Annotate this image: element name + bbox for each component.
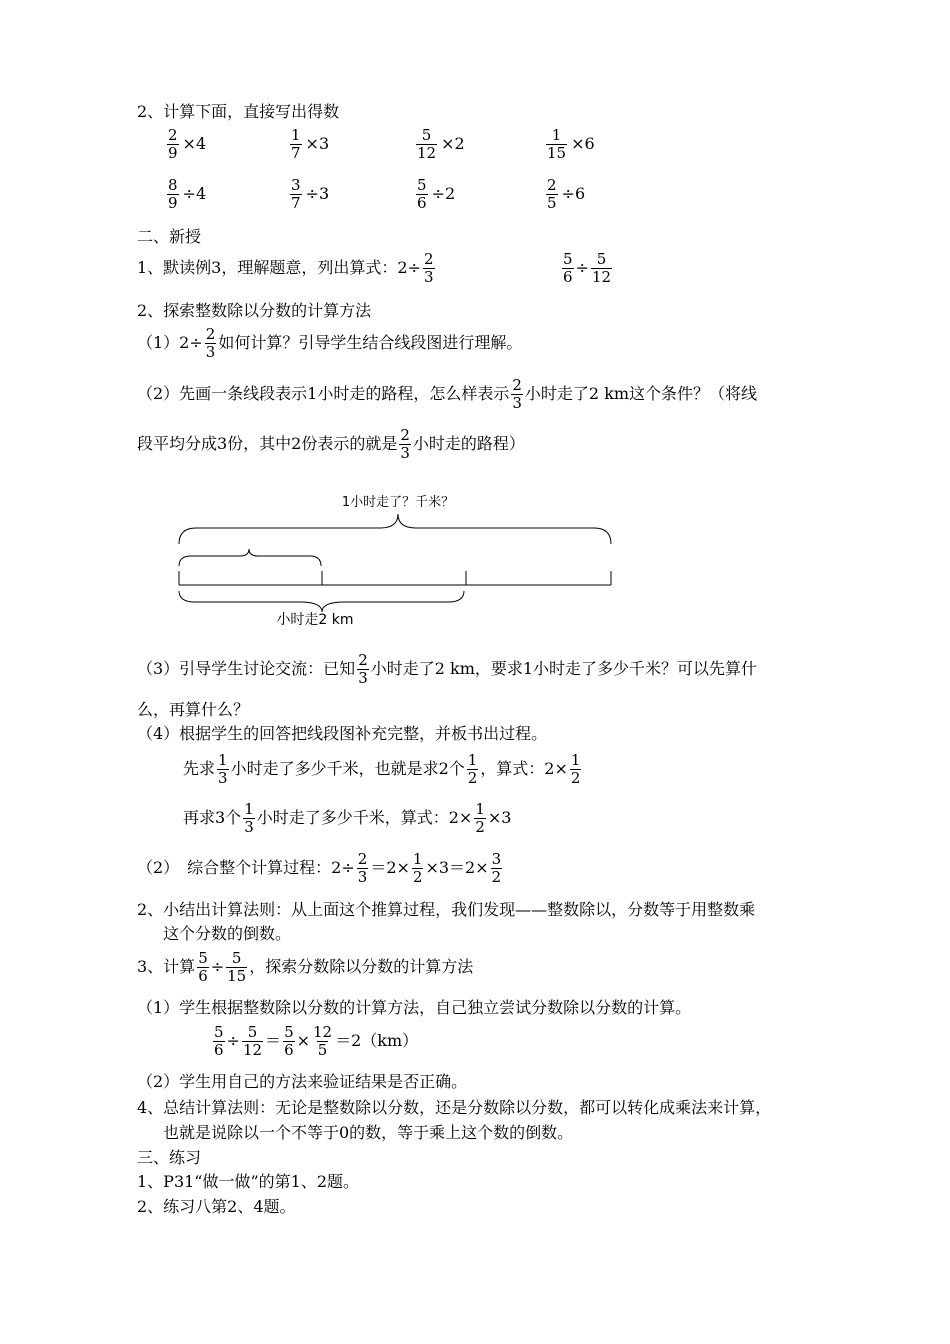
paragraph-4: （4）根据学生的回答把线段图补充完整，并板书出过程。 — [137, 724, 548, 743]
paragraph-3: （3）引导学生讨论交流：已知 $\frac{2}{3}$ 小时走了2 km，要求1小时走了多少千米？可以先算什 — [137, 651, 758, 687]
item2-heading: 2、探索整数除以分数的计算方法 — [137, 301, 372, 320]
fraction: $\frac{1}{2}$ — [475, 800, 485, 836]
review-item: $\frac{8}{9}$ ÷4 — [168, 176, 207, 212]
fraction: $\frac{1}{15}$ — [547, 126, 567, 162]
practice-item-2: 2、练习八第2、4题。 — [137, 1197, 296, 1216]
bottom-brace — [179, 591, 464, 612]
fraction: $\frac{12}{5}$ — [313, 1023, 333, 1059]
review-item: $\frac{3}{7}$ ÷3 — [291, 176, 330, 212]
fraction: $\frac{5}{6}$ — [198, 949, 208, 985]
fraction: $\frac{5}{6}$ — [563, 250, 573, 286]
fraction: $\frac{2}{3}$ — [512, 376, 522, 412]
fraction: $\frac{2}{3}$ — [205, 325, 216, 361]
fraction: $\frac{1}{3}$ — [244, 800, 254, 836]
summary-2-line1: 2、小结出计算法则：从上面这个推算过程，我们发现——整数除以，分数等于用整数乘 — [137, 900, 756, 919]
fraction: $\frac{1}{2}$ — [570, 751, 581, 787]
fraction: $\frac{1}{2}$ — [467, 751, 478, 787]
fraction: $\frac{1}{3}$ — [218, 751, 228, 787]
fraction: $\frac{5}{6}$ — [284, 1023, 294, 1059]
practice-item-1: 1、P31“做一做”的第1、2题。 — [137, 1172, 360, 1191]
diagram-bottom-label: 小时走2 km — [276, 612, 354, 628]
summary-3: 3、计算 $\frac{5}{6}$ ÷ $\frac{5}{15}$ ，探索分数除以分数的计算方法 — [137, 949, 474, 985]
question-2: （2）学生用自己的方法来验证结果是否正确。 — [137, 1072, 468, 1091]
review-item: $\frac{2}{5}$ ÷6 — [547, 176, 586, 212]
section-title: 二、新授 — [137, 227, 202, 246]
item1-line: 1、默读例3，理解题意，列出算式：2÷ $\frac{2}{3}$ — [137, 250, 434, 286]
review-item: $\frac{5}{6}$ ÷2 — [417, 176, 456, 212]
question-1: （1）学生根据整数除以分数的计算方法，自己独立尝试分数除以分数的计算。 — [137, 998, 692, 1017]
summary-4-line2: 也就是说除以一个不等于0的数，等于乘上这个数的倒数。 — [163, 1123, 574, 1142]
third-brace — [179, 549, 321, 566]
paragraph-3-cont: 么，再算什么？ — [137, 700, 250, 719]
fraction: $\frac{2}{9}$ — [168, 126, 178, 162]
review-heading: 2、计算下面，直接写出得数 — [137, 102, 340, 121]
fraction: $\frac{3}{7}$ — [291, 176, 301, 212]
paragraph-5: （2） 综合整个计算过程：2÷ $\frac{2}{3}$ ＝2× $\frac{1}{2}$ ×3＝2× $\frac{3}{2}$ — [137, 850, 502, 886]
fraction: $\frac{2}{3}$ — [357, 850, 368, 886]
fraction: $\frac{2}{3}$ — [400, 426, 410, 462]
fraction: $\frac{5}{12}$ — [591, 250, 612, 286]
step-1: 先求 $\frac{1}{3}$ 小时走了多少千米，也就是求2个 $\frac{1}{2}$ ，算式：2× $\frac{1}{2}$ — [183, 751, 581, 787]
review-item: $\frac{5}{12}$ ×2 — [417, 126, 465, 162]
segment-diagram — [0, 0, 950, 640]
section-title: 三、练习 — [137, 1148, 202, 1167]
summary-4-line1: 4、总结计算法则：无论是整数除以分数，还是分数除以分数，都可以转化成乘法来计算， — [137, 1098, 772, 1117]
paragraph-2: （2）先画一条线段表示1小时走的路程，怎么样表示 $\frac{2}{3}$ 小时走了2 km这个条件？（将线 — [137, 376, 758, 412]
step-2: 再求3个 $\frac{1}{3}$ 小时走了多少千米，算式：2× $\frac{1}{2}$ ×3 — [183, 800, 512, 836]
fraction: $\frac{3}{2}$ — [491, 850, 502, 886]
review-item: $\frac{2}{9}$ ×4 — [168, 126, 207, 162]
paragraph-1: （1）2÷ $\frac{2}{3}$ 如何计算？引导学生结合线段图进行理解。 — [137, 325, 523, 361]
equation: $\frac{5}{6}$ ÷ $\frac{5}{12}$ ＝ $\frac{5}{6}$ × $\frac{12}{5}$ ＝2（km） — [214, 1023, 419, 1059]
fraction: $\frac{5}{6}$ — [417, 176, 427, 212]
item1-expression: $\frac{5}{6}$ ÷ $\frac{5}{12}$ — [563, 250, 612, 286]
fraction: $\frac{2}{3}$ — [423, 250, 434, 286]
fraction: $\frac{2}{5}$ — [547, 176, 557, 212]
fraction: $\frac{5}{12}$ — [242, 1023, 263, 1059]
fraction: $\frac{8}{9}$ — [168, 176, 178, 212]
paragraph-2-cont: 段平均分成3份，其中2份表示的就是 $\frac{2}{3}$ 小时走的路程） — [137, 426, 525, 462]
diagram-top-label: 1小时走了？千米？ — [341, 495, 455, 510]
top-brace — [179, 514, 611, 544]
fraction: $\frac{2}{3}$ — [358, 651, 368, 687]
fraction: $\frac{1}{2}$ — [412, 850, 423, 886]
fraction: $\frac{1}{7}$ — [291, 126, 301, 162]
summary-2-line2: 这个分数的倒数。 — [163, 924, 292, 943]
fraction: $\frac{5}{6}$ — [214, 1023, 224, 1059]
fraction: $\frac{5}{12}$ — [417, 126, 437, 162]
review-item: $\frac{1}{7}$ ×3 — [291, 126, 330, 162]
review-item: $\frac{1}{15}$ ×6 — [547, 126, 595, 162]
fraction: $\frac{5}{15}$ — [227, 949, 247, 985]
